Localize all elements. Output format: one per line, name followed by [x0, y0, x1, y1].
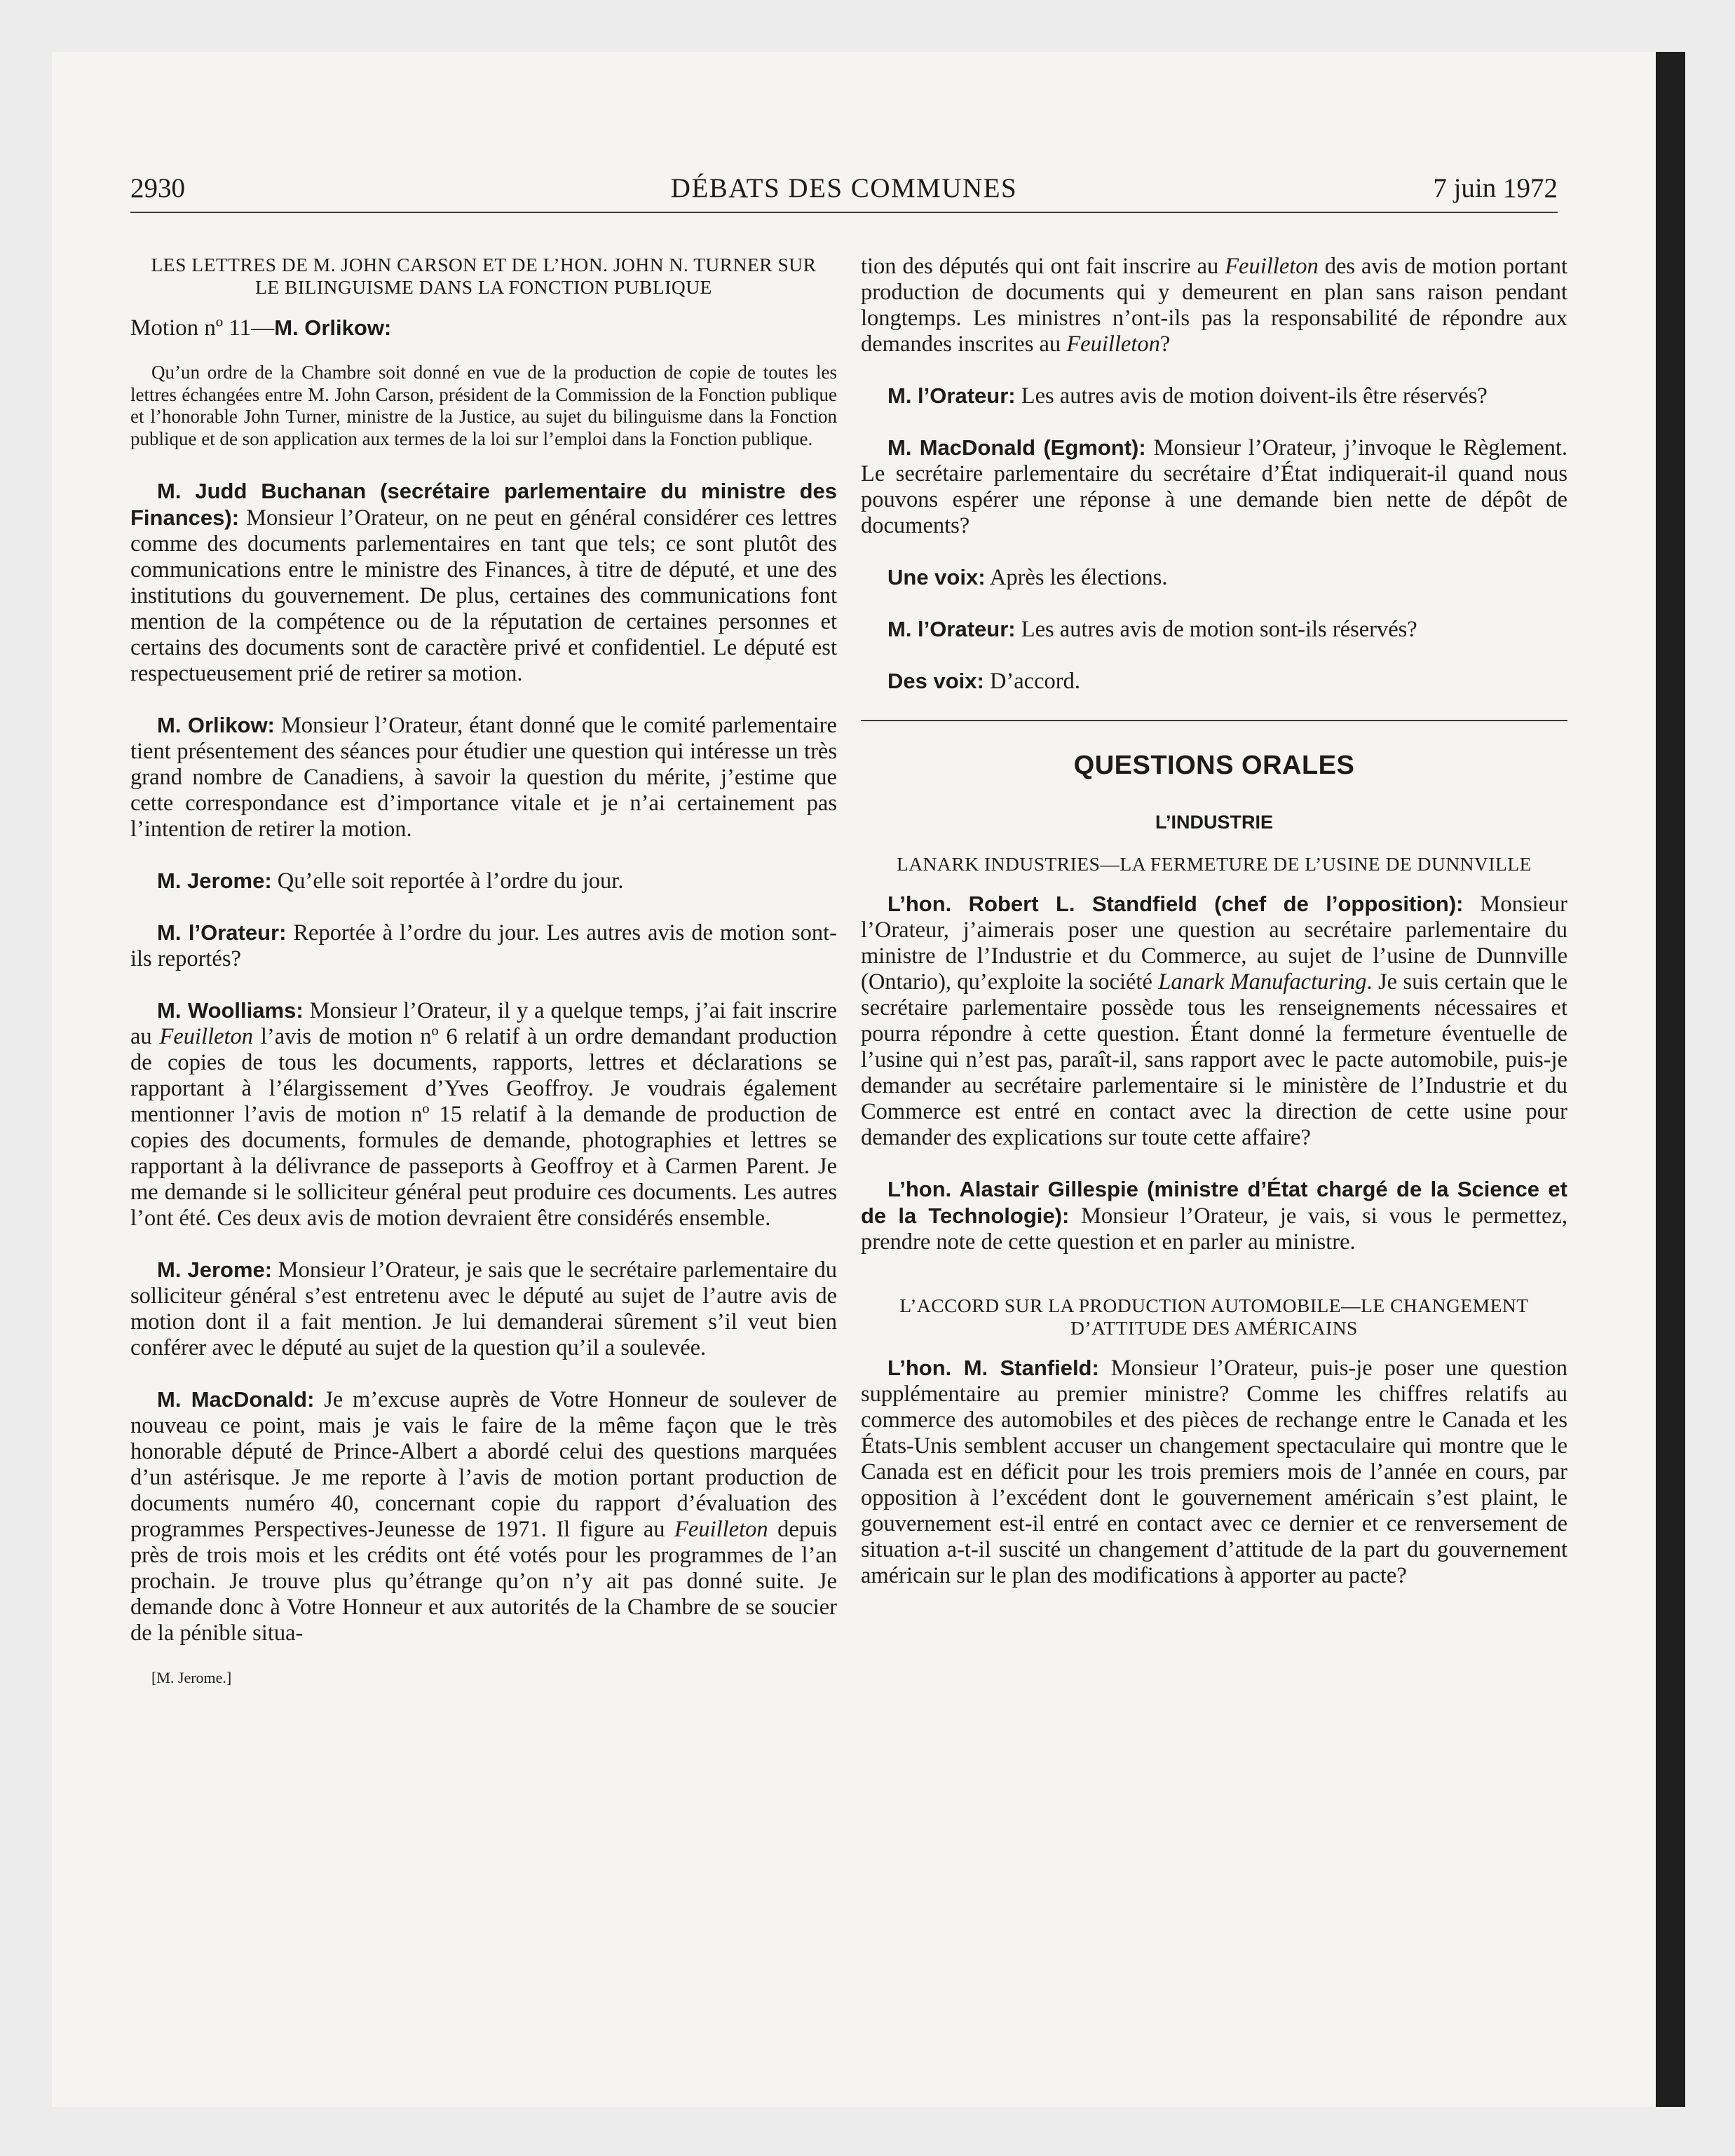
section-title: QUESTIONS ORALES	[1073, 751, 1355, 780]
speaker-name: M. l’Orateur:	[887, 617, 1016, 641]
speaker-name: M. Woolliams:	[157, 998, 304, 1023]
speech-text: l’avis de motion nº 6 relatif à un ordre demandant production de copies de tous les documents, rapports, lettres et déclarations se rapportant à l’élargissement d’Yves Geoffroy. Je voudrais également mentionner l’avis de motion nº 15 relatif à la demande de production de copies des documents, formules de demande, photographies et lettres se rapportant à la délivrance de passeports à Geoffroy et à Carmen Parent. Je me demande si le solliciteur général peut produire ces documents. Les autres l’ont été. Ces deux avis de motion devraient être considérés ensemble.	[130, 1024, 837, 1231]
speech-paragraph	[130, 868, 837, 894]
right-column	[861, 254, 1567, 1614]
speech-paragraph	[861, 616, 1567, 643]
speech-paragraph	[861, 1355, 1567, 1589]
continued-paragraph	[861, 254, 1567, 357]
feuilleton-italic: Feuilleton	[674, 1517, 768, 1542]
speaker-name: M. Judd Buchanan (secrétaire parlementaire du ministre des Finances):	[130, 479, 837, 530]
speech-paragraph	[130, 1257, 837, 1361]
speech-text: Monsieur l’Orateur, j’invoque le Règlement. Le secrétaire parlementaire du secrétaire d’État indiquerait-il quand nous pouvons espérer une réponse à une demande bien nette de dépôt de documents?	[861, 435, 1567, 538]
speaker-name: M. Jerome:	[157, 1257, 273, 1282]
speaker-name: M. MacDonald (Egmont):	[887, 435, 1146, 460]
speaker-name: M. l’Orateur:	[157, 920, 287, 945]
speech-paragraph	[130, 1386, 837, 1646]
topic-title: L’INDUSTRIE	[1155, 812, 1273, 833]
speech-text: Les autres avis de motion doivent-ils être réservés?	[1015, 383, 1488, 409]
speech-paragraph	[861, 668, 1567, 695]
speech-text: Monsieur l’Orateur, on ne peut en général considérer ces lettres comme des documents parlementaires en tant que tels; ce sont plutôt des communications entre le ministre des Finances, à titre de député, et une des institutions du gouvernement. De plus, certaines des communications font mention de la compétence ou de la réputation de certaines personnes et certains des documents sont de caractère privé et confidentiel. Le député est respectueusement prié de retirer sa motion.	[130, 505, 837, 686]
speech-paragraph	[130, 920, 837, 972]
speech-text: Monsieur l’Orateur, puis-je poser une question supplémentaire au premier ministre? Comme les chiffres relatifs au commerce des automobiles et des pièces de rechange entre le Canada et les États-Unis semblent accuser un changement spectaculaire qui montre que le Canada est en déficit pour les trois premiers mois de l’année en cours, par opposition à l’excédent dont le gouvernement américain s’est plaint, le gouvernement est-il entré en contact avec ce dernier et ce renversement de situation a-t-il suscité un changement d’attitude de la part du gouvernement américain sur le plan des modifications à apporter au pacte?	[861, 1356, 1567, 1588]
motion-heading: LES LETTRES DE M. JOHN CARSON ET DE L’HON. JOHN N. TURNER SUR LE BILINGUISME DANS LA FONCTION PUBLIQUE	[151, 254, 817, 298]
speaker-name: M. l’Orateur:	[887, 383, 1016, 408]
running-head	[130, 170, 1558, 213]
speech-text: Monsieur l’Orateur, je vais, si vous le permettez, prendre note de cette question et en parler au ministre.	[861, 1203, 1567, 1255]
scan-edge-shadow	[1656, 52, 1685, 2107]
speech-paragraph	[861, 564, 1567, 591]
speech-text: Monsieur l’Orateur, je sais que le secrétaire parlementaire du solliciteur général s’est entretenu avec le député au sujet de l’autre avis de motion dont il a fait mention. Je lui demanderai sûrement s’il veut bien conférer avec le député au sujet de la question qu’il a soulevée.	[130, 1257, 837, 1360]
speech-paragraph	[861, 383, 1567, 409]
speech-text: Monsieur l’Orateur, étant donné que le comité parlementaire tient présentement des séances pour étudier une question qui intéresse un très grand nombre de Canadiens, à savoir la question du mérite, j’estime que cette correspondance est d’importance vitale et je n’ai certainement pas l’intention de retirer la motion.	[130, 713, 837, 842]
company-name-italic: Lanark Manufacturing	[1158, 969, 1367, 995]
speech-paragraph	[861, 435, 1567, 539]
motion-label: Motion nº 11—	[130, 315, 275, 341]
feuilleton-italic: Feuilleton	[1066, 332, 1160, 357]
speaker-name: M. MacDonald:	[157, 1387, 315, 1412]
speaker-name: L’hon. Alastair Gillespie (ministre d’État chargé de la Science et de la Technologie):	[861, 1177, 1567, 1228]
motion-line	[130, 314, 837, 342]
speech-text: D’accord.	[984, 669, 1080, 694]
speaker-name: Des voix:	[887, 669, 984, 693]
speech-text: Reportée à l’ordre du jour. Les autres avis de motion sont-ils reportés?	[130, 920, 837, 971]
speech-text: . Je suis certain que le secrétaire parlementaire possède tous les renseignements nécessaires et pourra répondre à cette question. Étant donné la fermeture éventuelle de l’usine qui n’est pas, paraît-il, sans rapport avec le pacte automobile, puis-je demander au secrétaire parlementaire si le ministère de l’Industrie et du Commerce est entré en contact avec la direction de cette usine pour demander des explications sur toute cette affaire?	[861, 969, 1567, 1150]
speaker-name: M. Orlikow:	[157, 713, 275, 737]
section-divider	[861, 720, 1567, 721]
speech-paragraph	[130, 712, 837, 842]
speaker-name: L’hon. Robert L. Standfield (chef de l’opposition):	[887, 892, 1464, 916]
speech-text: Après les élections.	[985, 565, 1168, 590]
speech-paragraph	[130, 997, 837, 1231]
speech-text: ?	[1159, 332, 1171, 357]
speech-text: des avis de motion portant production de documents qui y demeurent en plan sans raison pendant longtemps. Les ministres n’ont-ils pas la responsabilité de répondre aux demandes inscrites au	[861, 254, 1567, 357]
motion-mover: M. Orlikow:	[274, 315, 392, 340]
subtopic-heading: LANARK INDUSTRIES—LA FERMETURE DE L’USINE DE DUNNVILLE	[897, 853, 1532, 875]
speech-paragraph	[130, 478, 837, 687]
motion-text: Qu’un ordre de la Chambre soit donné en vue de la production de copie de toutes les lettres échangées entre M. John Carson, président de la Commission de la Fonction publique et l’honorable John Turner, ministre de la Justice, au sujet du bilinguisme dans la Fonction publique et de son application aux termes de la loi sur l’emploi dans la Fonction publique.	[130, 362, 837, 449]
speaker-attribution: [M. Jerome.]	[151, 1669, 232, 1686]
left-column	[130, 254, 837, 1716]
speech-text: Qu’elle soit reportée à l’ordre du jour.	[271, 868, 624, 894]
speech-paragraph	[861, 891, 1567, 1151]
speech-text: Monsieur l’Orateur, j’aimerais poser une question au secrétaire parlementaire du ministre de l’Industrie et du Commerce, au sujet de l’usine de Dunnville (Ontario), qu’exploite la société	[861, 892, 1567, 995]
speech-text: tion des députés qui ont fait inscrire au	[861, 254, 1225, 279]
speech-text: depuis près de trois mois et les crédits ont été votés pour les programmes de l’an prochain. Je trouve plus qu’étrange qu’on n’y ait pas donné suite. Je demande donc à Votre Honneur et aux autorités de la Chambre de se soucier de la pénible situa-	[130, 1517, 838, 1646]
page-date: 7 juin 1972	[1433, 173, 1558, 203]
speech-text: Les autres avis de motion sont-ils réservés?	[1015, 617, 1417, 642]
subtopic-heading: L’ACCORD SUR LA PRODUCTION AUTOMOBILE—LE CHANGEMENT D’ATTITUDE DES AMÉRICAINS	[899, 1295, 1529, 1339]
speaker-name: Une voix:	[887, 565, 986, 589]
speech-paragraph	[861, 1176, 1567, 1255]
speech-text: Je m’excuse auprès de Votre Honneur de soulever de nouveau ce point, mais je vais le faire de la même façon que le très honorable député de Prince-Albert a abordé celui des questions marquées d’un astérisque. Je me reporte à l’avis de motion portant production de documents numéro 40, concernant copie du rapport d’évaluation des programmes Perspectives-Jeunesse de 1971. Il figure au	[130, 1387, 838, 1542]
speaker-name: M. Jerome:	[157, 868, 272, 893]
feuilleton-italic: Feuilleton	[159, 1024, 254, 1049]
feuilleton-italic: Feuilleton	[1225, 254, 1319, 279]
page-number: 2930	[130, 173, 185, 203]
speech-text: Monsieur l’Orateur, il y a quelque temps, j’ai fait inscrire au	[130, 998, 838, 1049]
speaker-name: L’hon. M. Stanfield:	[887, 1356, 1099, 1380]
journal-title: DÉBATS DES COMMUNES	[670, 173, 1018, 203]
